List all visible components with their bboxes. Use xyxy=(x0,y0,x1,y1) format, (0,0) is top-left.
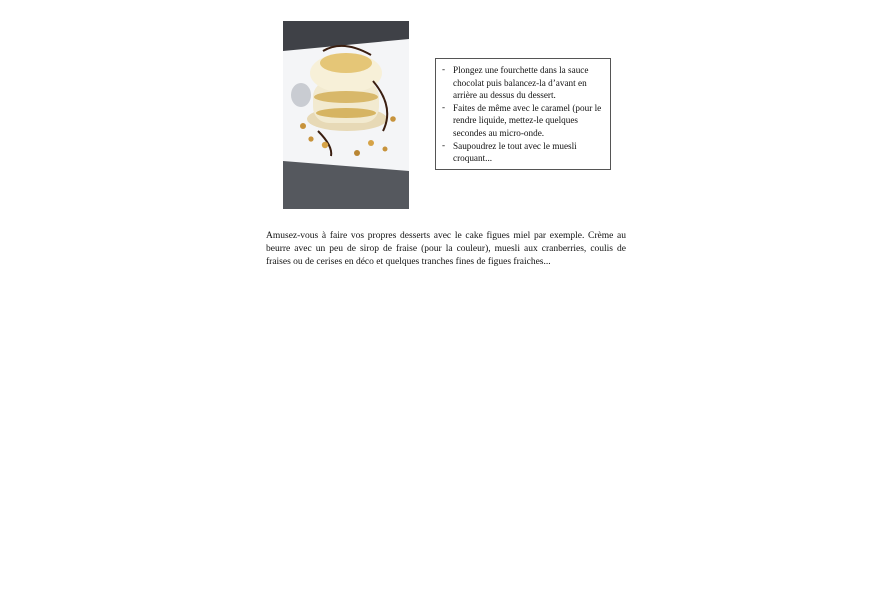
instruction-item: - Faites de même avec le caramel (pour le rendre liquide, mettez-le quelques secondes au micro-onde. xyxy=(440,102,602,140)
body-paragraph: Amusez-vous à faire vos propres desserts avec le cake figues miel par exemple. Crème au beurre avec un peu de sirop de fraise (pour la couleur), muesli aux cranberries, coulis de fraises ou de cerises en déco et quelques tranches fines de figues fraiches... xyxy=(266,231,626,268)
instructions-list xyxy=(440,64,602,165)
dessert-illustration xyxy=(283,21,409,209)
instruction-item: - Saupoudrez le tout avec le muesli croquant... xyxy=(440,140,602,165)
instructions-box xyxy=(435,58,611,170)
dessert-photo xyxy=(283,21,409,209)
instruction-item: - Plongez une fourchette dans la sauce chocolat puis balancez-la d’avant en arrière au dessus du dessert. xyxy=(440,64,602,102)
